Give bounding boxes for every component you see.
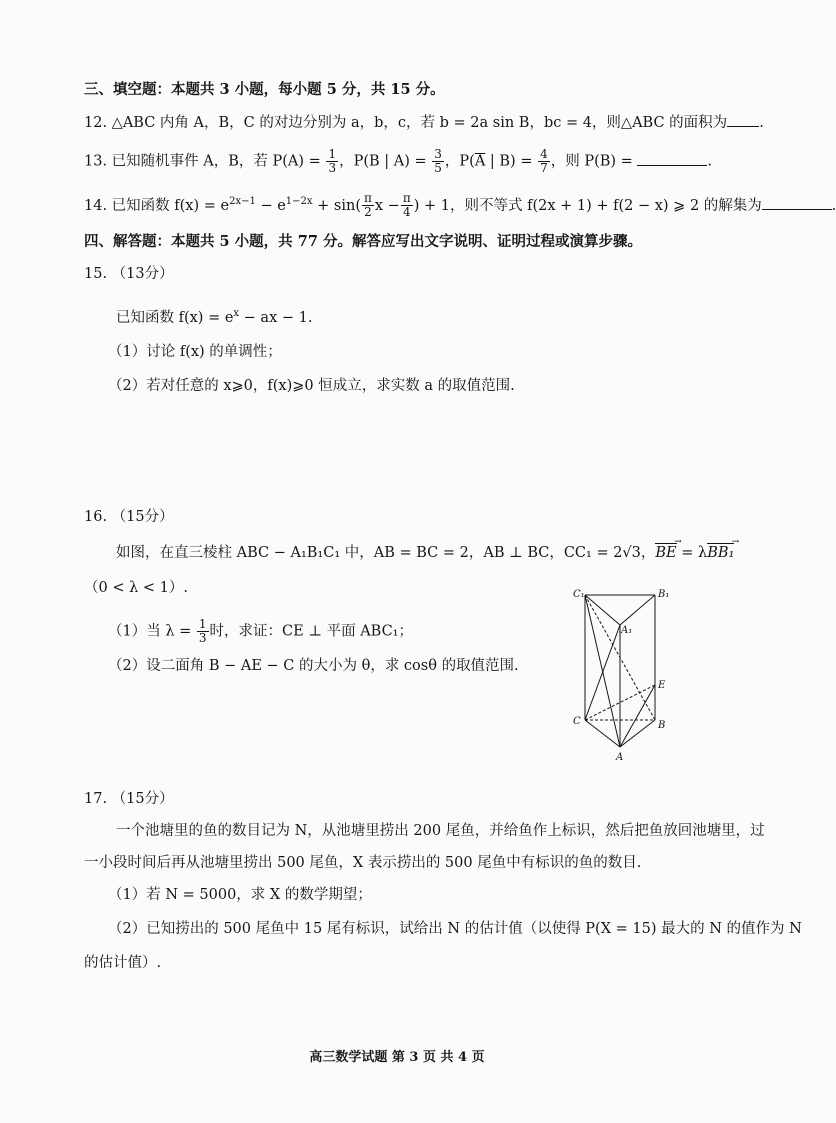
q15-part1: （1）讨论 f(x) 的单调性； [108, 344, 282, 360]
q14-text-end: ) + 1，则不等式 f(2x + 1) + f(2 − x) ⩾ 2 的解集为 [413, 197, 762, 214]
q17-line2: 一小段时间后再从池塘里捞出 500 尾鱼，X 表示捞出的 500 尾鱼中有标识的鱼的数目. [84, 855, 642, 871]
label-c: C [573, 716, 581, 727]
question-13 [84, 148, 712, 175]
label-a1: A₁ [621, 625, 633, 636]
section3-heading: 三、填空题：本题共 3 小题，每小题 5 分，共 15 分。 [84, 81, 445, 98]
q15-part2: （2）若对任意的 x⩾0，f(x)⩾0 恒成立，求实数 a 的取值范围. [108, 378, 515, 394]
prism-figure [565, 585, 685, 765]
q16-part1-fraction [197, 618, 209, 645]
q16-vector-bb1: BB₁ → [707, 543, 734, 563]
q16-part1 [108, 618, 413, 645]
section4-heading: 四、解答题：本题共 5 小题，共 77 分。解答应写出文字说明、证明过程或演算步骤。 [84, 233, 642, 250]
q13-text-mid1: ，P(B | A) = [339, 153, 427, 170]
q16-vector-be: BE → [655, 543, 676, 563]
q14-number: 14. [84, 197, 108, 214]
q13-text-mid2b: | B) = [485, 153, 533, 170]
q13-fraction-2 [432, 148, 444, 175]
q13-fraction-3 [538, 148, 550, 175]
q14-fraction-2 [401, 192, 413, 219]
q14-exp1: 2x−1 [229, 196, 256, 207]
q14-exp2: 1−2x [285, 196, 313, 207]
q14-text-mid2: + sin( [312, 197, 361, 214]
q14-text-mid1: − e [255, 197, 286, 214]
q13-fraction-1 [326, 148, 338, 175]
q16-part1-a: （1）当 λ = [108, 623, 192, 640]
q14-answer-blank[interactable] [762, 195, 832, 210]
q15-stem-b: − ax − 1. [239, 309, 313, 326]
q17-part1: （1）若 N = 5000，求 X 的数学期望； [108, 887, 372, 903]
q13-frac1-den: 3 [328, 161, 337, 175]
q13-frac2-num: 3 [434, 147, 442, 161]
q13-frac3-den: 7 [540, 161, 548, 175]
q14-period: . [831, 197, 836, 214]
q16-stem [116, 543, 734, 563]
q14-text-mid3: x − [374, 197, 400, 214]
label-e: E [658, 680, 666, 691]
q12-number: 12. [84, 115, 108, 131]
q13-frac1-num: 1 [328, 147, 337, 161]
question-12 [84, 112, 764, 133]
q16-stem-b: = λ [676, 545, 708, 561]
label-a: A [616, 752, 624, 763]
q13-period: . [707, 153, 713, 170]
q15-stem [116, 304, 312, 328]
q12-period: . [759, 115, 764, 131]
q17-line1: 一个池塘里的鱼的数目记为 N，从池塘里捞出 200 尾鱼，并给鱼作上标识，然后把鱼放回池塘里，过 [116, 823, 765, 839]
q12-answer-blank[interactable] [727, 112, 759, 127]
q13-text-end: ，则 P(B) = [550, 153, 633, 170]
q16-part1-num: 1 [198, 617, 207, 631]
q15-header: 15. （13分） [84, 266, 174, 282]
q16-stem-a: 如图，在直三棱柱 ABC − A₁B₁C₁ 中，AB = BC = 2，AB ⊥ BC，CC₁ = 2√3， [116, 545, 656, 561]
q16-part1-den: 3 [198, 631, 207, 645]
q12-text: △ABC 内角 A，B，C 的对边分别为 a，b，c，若 b = 2a sin B，bc = 4，则△ABC 的面积为 [111, 115, 728, 131]
q14-fraction-1 [362, 192, 374, 219]
q13-text-mid2a: ，P( [444, 153, 475, 170]
q17-header: 17. （15分） [84, 791, 174, 807]
q15-stem-a: 已知函数 f(x) = e [116, 309, 234, 326]
q17-part2-line2: 的估计值）. [84, 955, 162, 971]
q14-frac2-num: π [402, 191, 411, 206]
q16-part2: （2）设二面角 B − AE − C 的大小为 θ，求 cosθ 的取值范围. [108, 658, 519, 674]
q13-text-start: 已知随机事件 A，B，若 P(A) = [111, 153, 321, 170]
q13-number: 13. [84, 153, 108, 170]
label-c1: C₁ [573, 589, 585, 600]
q13-frac2-den: 5 [434, 161, 442, 175]
q16-header: 16. （15分） [84, 509, 174, 525]
q16-part1-b: 时，求证：CE ⊥ 平面 ABC₁； [209, 623, 413, 640]
q16-stem-cont: （0 < λ < 1）. [84, 580, 188, 596]
q13-answer-blank[interactable] [637, 151, 707, 166]
page-footer: 高三数学试题 第 3 页 共 4 页 [309, 1050, 485, 1065]
q17-part2-line1: （2）已知捞出的 500 尾鱼中 15 尾有标识，试给出 N 的估计值（以使得 P(X = 15) 最大的 N 的值作为 N [108, 921, 802, 937]
label-b: B [658, 720, 666, 731]
label-b1: B₁ [658, 589, 670, 600]
q13-complement-a: $\overline{A}$ [474, 153, 486, 170]
q14-frac2-den: 4 [402, 205, 411, 220]
q14-frac1-den: 2 [364, 205, 372, 220]
q14-frac1-num: π [364, 191, 372, 206]
q15-stem-exp: x [233, 308, 240, 319]
question-14 [84, 192, 836, 219]
q14-text-start: 已知函数 f(x) = e [111, 197, 230, 214]
q13-frac3-num: 4 [540, 147, 548, 161]
